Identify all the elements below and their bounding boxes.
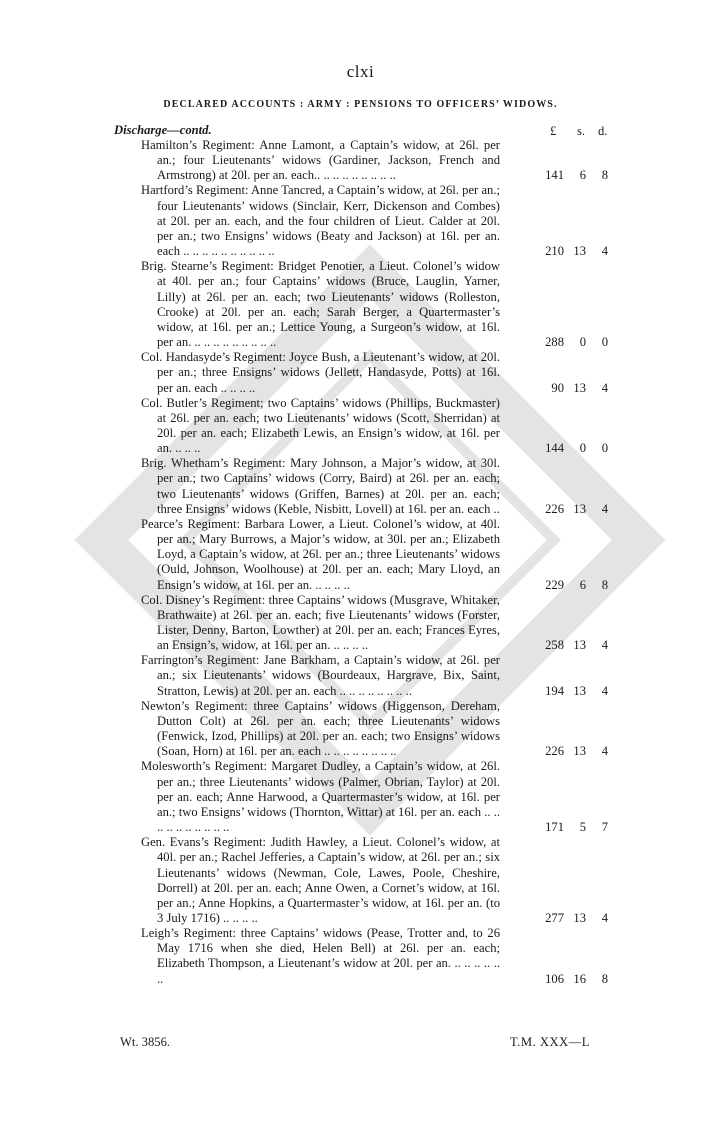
entry-text: Farrington’s Regiment: Jane Barkham, a Captain’s widow, at 26l. per an.; six Lieutenants’ widows (Bourdeaux, Hargrave, Bix, Saint, Stratton, Lewis) at 20l. per an. each .. .. .. .. .. .. .. ..: [141, 653, 500, 698]
amount-shillings: 13: [573, 244, 586, 259]
amount-pence: 4: [601, 380, 608, 395]
amount-pounds: 90: [551, 380, 564, 395]
entry-amount: [530, 501, 612, 517]
entry-amount: [530, 380, 612, 396]
signature-mark: T.M. XXX—L: [510, 1035, 590, 1049]
amount-pence: 4: [601, 638, 608, 653]
amount-pounds: 144: [545, 441, 564, 456]
amount-shillings: 13: [573, 501, 586, 516]
amount-pounds: 229: [545, 577, 564, 592]
entry-amount: [530, 743, 612, 759]
entry-amount: [530, 243, 612, 259]
entry-text: Col. Butler’s Regiment; two Captains’ widows (Phillips, Buckmaster) at 26l. per an. each; two Lieutenants’ widows (Scott, Sherridan) at 20l. per an. each; Elizabeth Lewis, an Ensign’s widow, at 16l. per an. .. .. ..: [141, 395, 500, 456]
amount-pence: 0: [601, 441, 608, 456]
entry-butler: [0, 396, 721, 457]
entry-leigh: [0, 926, 721, 987]
amount-shillings: 5: [579, 820, 586, 835]
amount-shillings: 6: [579, 577, 586, 592]
amount-pounds: 226: [545, 501, 564, 516]
entry-stearne: [0, 259, 721, 350]
entry-amount: [530, 577, 612, 593]
amount-shillings: 13: [573, 638, 586, 653]
entry-amount: [530, 819, 612, 835]
amount-pounds: 210: [545, 244, 564, 259]
entry-text: Pearce’s Regiment: Barbara Lower, a Lieut. Colonel’s widow, at 40l. per an.; Mary Burrows, a Major’s widow, at 30l. per an.; Elizabeth Loyd, a Captain’s widow, at 26l. per an.; three Lieutenants’ widows (Ould, Johnson, Woolhouse) at 20l. per an. each; Mary Lloyd, an Ensign’s widow, at 16l. per an. .. .. .. ..: [141, 516, 500, 592]
entry-amount: [530, 167, 612, 183]
print-warrant-number: Wt. 3856.: [120, 1035, 171, 1049]
amount-pounds: 288: [545, 335, 564, 350]
amount-pence: 4: [601, 744, 608, 759]
amount-pence: 8: [601, 971, 608, 986]
entry-text: Brig. Whetham’s Regiment: Mary Johnson, a Major’s widow, at 30l. per an.; two Captains’ widows (Corry, Baird) at 26l. per an. each; two Lieutenants’ widows (Griffen, Barnes) at 20l. per an. each; three Ensigns’ widows (Keble, Nisbitt, Lovell) at 16l. per an. each ..: [141, 456, 500, 516]
entry-molesworth: [0, 759, 721, 835]
entry-amount: [530, 971, 612, 987]
entry-amount: [530, 683, 612, 699]
entry-handasyde: [0, 350, 721, 395]
amount-pence: 7: [601, 820, 608, 835]
entry-text: Leigh’s Regiment: three Captains’ widows (Pease, Trotter and, to 26 May 1716 when she died, Helen Bell) at 26l. per an. each; Elizabeth Thompson, a Lieutenant’s widow at 20l. per an. .. .. .. .. .. ..: [141, 926, 500, 986]
amount-shillings: 13: [573, 744, 586, 759]
entry-whetham: [0, 456, 721, 517]
amount-pounds: 141: [545, 168, 564, 183]
amount-shillings: 13: [573, 910, 586, 925]
amount-pounds: 226: [545, 744, 564, 759]
pounds-heading: £: [550, 124, 557, 138]
amount-shillings: 13: [573, 683, 586, 698]
entry-amount: [530, 440, 612, 456]
entry-amount: [530, 910, 612, 926]
entry-newton: [0, 699, 721, 760]
amount-pounds: 258: [545, 638, 564, 653]
entry-evans: [0, 835, 721, 926]
entry-text: Col. Disney’s Regiment: three Captains’ widows (Musgrave, Whitaker, Brathwaite) at 26l. per an. each; five Lieutenants’ widows (Forster, Lister, Denny, Barton, Lowther) at 20l. per an. each; Frances Eyres, an Ensign’s, widow, at 16l. per an. .. .. .. ..: [141, 592, 500, 653]
amount-pence: 4: [601, 501, 608, 516]
entry-text: Hamilton’s Regiment: Anne Lamont, a Captain’s widow, at 26l. per an.; four Lieutenants’ widows (Gardiner, Jackson, French and Armstrong) at 20l. per an. each.. .. .. .. .. .. .. .. ..: [141, 138, 500, 183]
entry-farrington: [0, 653, 721, 698]
amount-shillings: 13: [573, 380, 586, 395]
discharge-heading: Discharge—contd.: [114, 123, 212, 137]
entry-text: Col. Handasyde’s Regiment: Joyce Bush, a Lieutenant’s widow, at 20l. per an.; three Ensigns’ widows (Jellett, Handasyde, Potts) at 16l. per an. each .. .. .. ..: [141, 350, 500, 395]
running-head: DECLARED ACCOUNTS : ARMY : PENSIONS TO OFFICERS’ WIDOWS.: [163, 99, 558, 110]
amount-pence: 4: [601, 244, 608, 259]
amount-shillings: 6: [579, 168, 586, 183]
entry-text: Brig. Stearne’s Regiment: Bridget Penotier, a Lieut. Colonel’s widow at 40l. per an.; four Captains’ widows (Bruce, Lauglin, Yarner, Lilly) at 26l. per an. each; two Lieutenants’ widows (Rolleston, Crooke) at 20l. per an. each; Sarah Berger, a Quartermaster’s widow, at 16l. per an.; Lettice Young, a Surgeon’s widow, at 16l. per an. .. .. .. .. .. .. .. .. ..: [141, 259, 500, 350]
amount-pounds: 171: [545, 820, 564, 835]
entry-text: Molesworth’s Regiment: Margaret Dudley, a Captain’s widow, at 26l. per an.; three Lieutenants’ widows (Palmer, Obrian, Taylor) at 20l. per an. each; Anne Harwood, a Quartermaster’s widow, at 16l. per an.; two Ensigns’ widows (Thornton, Wittar) at 16l. per an. each .. .. .. .. .. .. .. .. .. ..: [141, 759, 500, 835]
amount-shillings: 0: [579, 441, 586, 456]
entry-disney: [0, 593, 721, 654]
page-folio: clxi: [346, 62, 375, 81]
amount-pence: 8: [601, 168, 608, 183]
amount-pence: 0: [601, 335, 608, 350]
entry-hartford: [0, 183, 721, 259]
entry-text: Gen. Evans’s Regiment: Judith Hawley, a Lieut. Colonel’s widow, at 40l. per an.; Rachel Jefferies, a Captain’s widow, at 26l. per an.; six Lieutenants’ widows (Newman, Cole, Lawes, Poole, Cheshire, Dorrell) at 20l. per an. each; Anne Owen, a Cornet’s widow, at 16l. per an.; Anne Hopkins, a Quartermaster’s widow, at 16l. per an. (to 3 July 1716) .. .. .. ..: [141, 835, 500, 925]
amount-pounds: 277: [545, 910, 564, 925]
entry-text: Hartford’s Regiment: Anne Tancred, a Captain’s widow, at 26l. per an.; four Lieutenants’ widows (Sinclair, Kerr, Dickenson and Combes) at 20l. per an. each, and the four children of Lieut. Calder at 20l. per an.; two Ensigns’ widows (Beaty and Jackson) at 16l. per an. each .. .. .. .. .. .. .. .. .. ..: [141, 183, 500, 259]
amount-pence: 8: [601, 577, 608, 592]
shillings-heading: s.: [577, 124, 586, 138]
entry-amount: [530, 334, 612, 350]
amount-shillings: 0: [579, 335, 586, 350]
entries-list: [0, 138, 721, 987]
amount-pounds: 106: [545, 971, 564, 986]
amount-pence: 4: [601, 683, 608, 698]
amount-pence: 4: [601, 910, 608, 925]
entry-text: Newton’s Regiment: three Captains’ widows (Higgenson, Dereham, Dutton Colt) at 26l. per an. each; three Lieutenants’ widows (Fenwick, Izod, Phillips) at 20l. per an. each; two Ensigns’ widows (Soan, Horn) at 16l. per an. each .. .. .. .. .. .. .. ..: [141, 698, 500, 759]
amount-shillings: 16: [573, 971, 586, 986]
entry-pearce: [0, 517, 721, 593]
amount-pounds: 194: [545, 683, 564, 698]
entry-amount: [530, 637, 612, 653]
pence-heading: d.: [598, 124, 608, 138]
entry-hamilton: [0, 138, 721, 183]
